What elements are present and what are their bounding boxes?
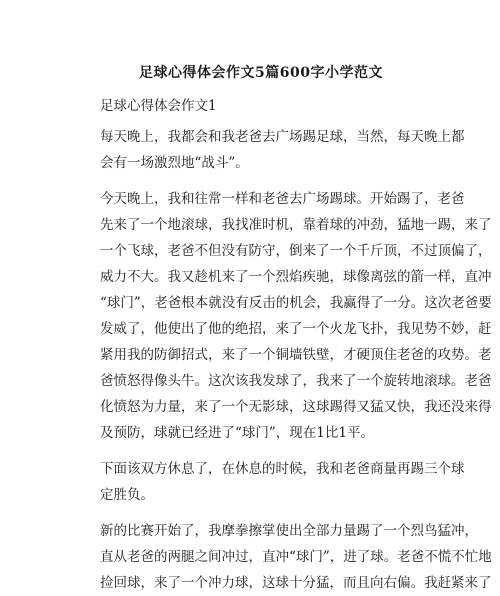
paragraph-line: 先来了一个地滚球，我找准时机，靠着球的冲劲，猛地一踢，来了 bbox=[100, 217, 492, 233]
paragraph-line: 捡回球，来了一个冲力球，这球十分猛，而且向右偏。我赶紧来了 bbox=[100, 575, 492, 591]
document-title: 足球心得体会作文5篇600字小学范文 bbox=[139, 65, 383, 81]
paragraph-line: 发威了，他使出了他的绝招，来了一个火龙飞扑，我见势不妙，赶 bbox=[100, 321, 492, 337]
paragraph-3 bbox=[100, 456, 465, 508]
paragraph-4 bbox=[100, 518, 492, 596]
paragraph-line: 会有一场激烈地“战斗”。 bbox=[100, 155, 249, 171]
paragraph-line: “球门”，老爸根本就没有反击的机会，我赢得了一分。这次老爸要 bbox=[100, 295, 492, 311]
paragraph-line: 定胜负。 bbox=[100, 487, 154, 503]
paragraph-line: 爸愤怒得像头牛。这次该我发球了，我来了一个旋转地滚球。老爸 bbox=[100, 373, 492, 389]
paragraph-line: 一个飞球，老爸不但没有防守，倒来了一个千斤顶，不过顶偏了， bbox=[100, 243, 492, 259]
paragraph-2 bbox=[100, 186, 492, 446]
paragraph-line: 每天晚上，我都会和我老爸去广场踢足球，当然，每天晚上都 bbox=[100, 129, 465, 145]
paragraph-line: 新的比赛开始了，我摩拳擦掌使出全部力量踢了一个烈鸟猛冲， bbox=[100, 523, 478, 539]
paragraph-line: 直从老爸的两腿之间冲过，直冲“球门”，进了球。老爸不慌不忙地 bbox=[100, 549, 492, 565]
paragraph-line: 今天晚上，我和往常一样和老爸去广场踢球。开始踢了，老爸 bbox=[100, 191, 465, 207]
paragraph-line: 威力不大。我又趁机来了一个烈焰疾驰，球像离弦的箭一样，直冲 bbox=[100, 269, 492, 285]
paragraph-line: 及预防，球就已经进了“球门”，现在1比1平。 bbox=[100, 425, 374, 441]
paragraph-1 bbox=[100, 124, 465, 176]
paragraph-line: 紧用我的防御招式，来了一个铜墙铁壁，才硬顶住老爸的攻势。老 bbox=[100, 347, 492, 363]
paragraph-line: 下面该双方休息了，在休息的时候，我和老爸商量再踢三个球 bbox=[100, 461, 465, 477]
paragraph-line: 化愤怒为力量，来了一个无影球，这球踢得又猛又快，我还没来得 bbox=[100, 399, 492, 415]
section-heading: 足球心得体会作文1 bbox=[100, 98, 217, 114]
